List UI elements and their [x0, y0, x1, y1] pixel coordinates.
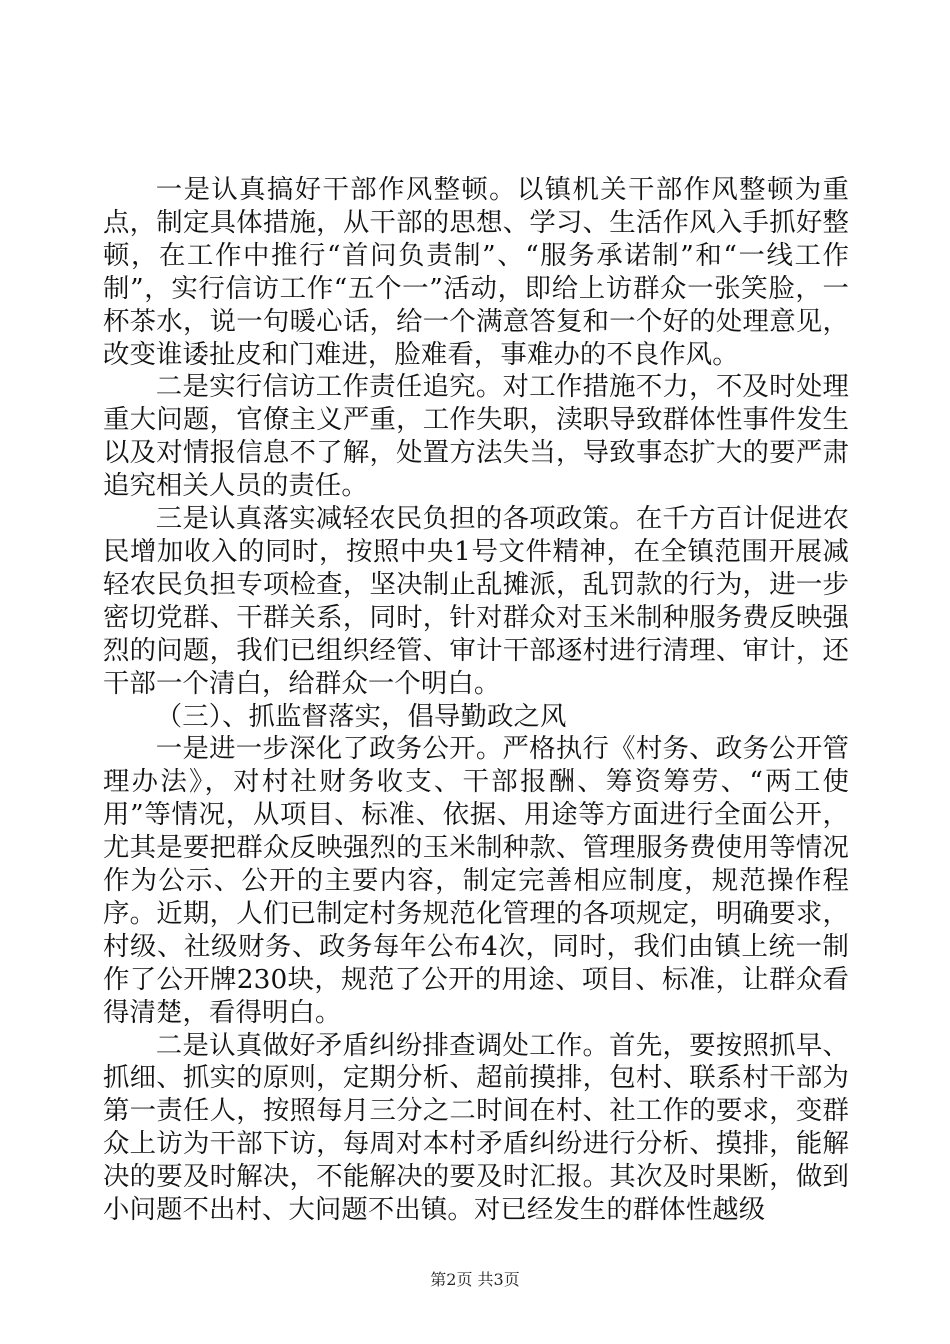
paragraph-government-affairs: 一是进一步深化了政务公开。严格执行《村务、政务公开管理办法》，对村社财务收支、干部报酬、筹资筹劳、“两工使用”等情况，从项目、标准、依据、用途等方面进行全面公开，尤其是要把群众反映强烈的玉米制种款、管理服务费使用等情况作为公示、公开的主要内容，制定完善相应制度，规范操作程序。近期，人们已制定村务规范化管理的各项规定，明确要求，村级、社级财务、政务每年公布4次，同时，我们由镇上统一制作了公开牌230块，规范了公开的用途、项目、标准，让群众看得清楚，看得明白。 — [103, 733, 849, 1028]
section-heading-supervision: （三）、抓监督落实，倡导勤政之风 — [155, 700, 567, 732]
paragraph-accountability: 二是实行信访工作责任追究。对工作措施不力，不及时处理重大问题，官僚主义严重，工作失职，渎职导致群体性事件发生以及对情报信息不了解，处置方法失当，导致事态扩大的要严肃追究相关人员的责任。 — [103, 371, 849, 502]
paragraph-farmer-burden: 三是认真落实减轻农民负担的各项政策。在千方百计促进农民增加收入的同时，按照中央1号文件精神，在全镇范围开展减轻农民负担专项检查，坚决制止乱摊派，乱罚款的行为，进一步密切党群、干群关系，同时，针对群众对玉米制种服务费反映强烈的问题，我们已组织经管、审计干部逐村进行清理、审计，还干部一个清白，给群众一个明白。 — [103, 503, 849, 699]
document-body — [103, 174, 849, 1227]
paragraph-cadre-style: 一是认真搞好干部作风整顿。以镇机关干部作风整顿为重点，制定具体措施，从干部的思想、学习、生活作风入手抓好整顿，在工作中推行“首问负责制”、“服务承诺制”和“一线工作制”，实行信访工作“五个一”活动，即给上访群众一张笑脸，一杯茶水，说一句暖心话，给一个满意答复和一个好的处理意见，改变谁诿扯皮和门难进，脸难看，事难办的不良作风。 — [103, 174, 849, 370]
paragraph-dispute-mediation: 二是认真做好矛盾纠纷排查调处工作。首先，要按照抓早、抓细、抓实的原则，定期分析、超前摸排，包村、联系村干部为第一责任人，按照每月三分之二时间在村、社工作的要求，变群众上访为干部下访，每周对本村矛盾纠纷进行分析、摸排，能解决的要及时解决，不能解决的要及时汇报。其次及时果断，做到小问题不出村、大问题不出镇。对已经发生的群体性越级 — [103, 1029, 849, 1226]
page-footer: 第2页 共3页 — [430, 1270, 520, 1289]
